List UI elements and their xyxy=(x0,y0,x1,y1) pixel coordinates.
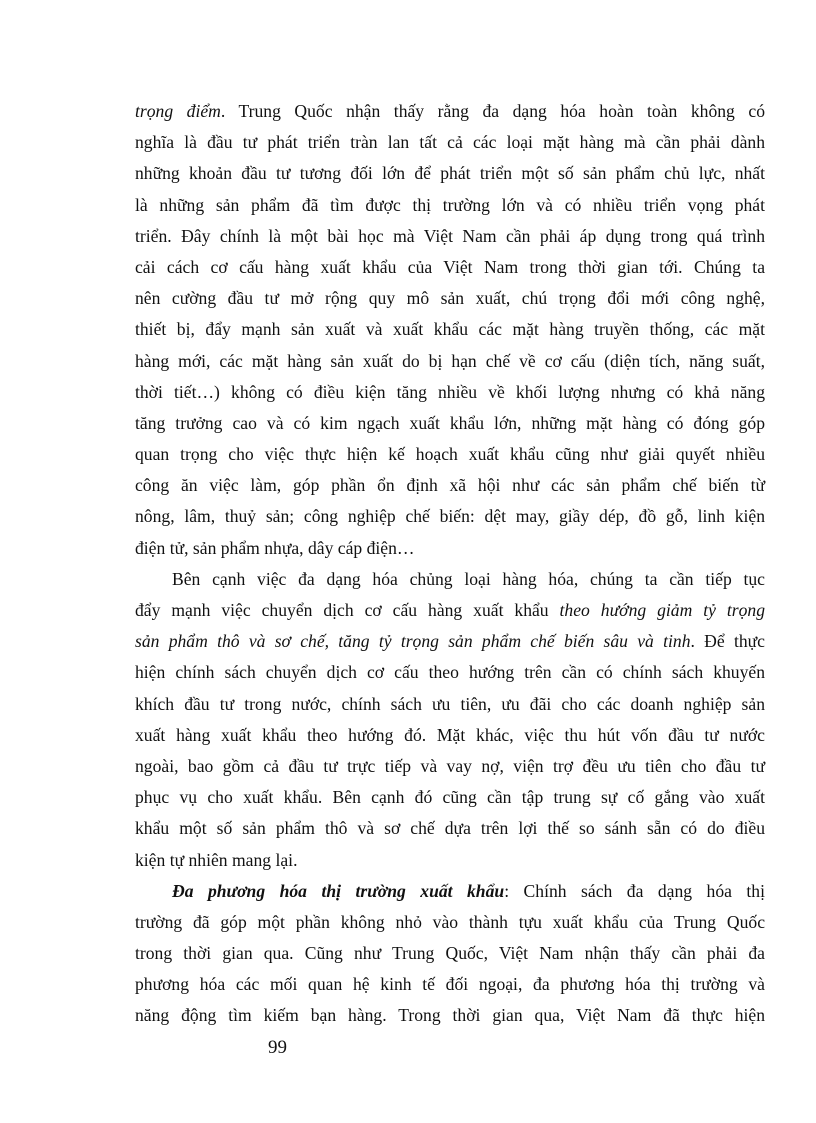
text-line xyxy=(135,501,765,532)
text-line xyxy=(135,190,765,221)
italic-text: trọng điểm xyxy=(135,101,221,121)
text-line xyxy=(135,969,765,1000)
text-run: nông, lâm, thuỷ sản; công nghiệp chế biến: dệt may, giầy dép, đồ gỗ, linh kiện xyxy=(135,506,765,527)
text-run: nên cường đầu tư mở rộng quy mô sản xuất, chú trọng đổi mới công nghệ, xyxy=(135,288,765,309)
text-run: khích đầu tư trong nước, chính sách ưu tiên, ưu đãi cho các doanh nghiệp sản xyxy=(135,693,765,714)
text-run: trường đã góp một phần không nhỏ vào thành tựu xuất khẩu của Trung Quốc xyxy=(135,911,765,932)
section-heading: Đa phương hóa thị trường xuất khẩu xyxy=(172,880,505,901)
text-run: đẩy mạnh việc chuyển dịch cơ cấu hàng xuất khẩu xyxy=(135,600,560,620)
text-line xyxy=(135,377,765,408)
text-run: . Trung Quốc nhận thấy rằng đa dạng hóa hoàn toàn không có xyxy=(220,101,765,121)
text-run: triển. Đây chính là một bài học mà Việt Nam cần phải áp dụng trong quá trình xyxy=(135,225,765,246)
text-run: thời tiết…) không có điều kiện tăng nhiều về khối lượng nhưng có khả năng xyxy=(135,381,765,402)
text-line xyxy=(135,470,765,501)
text-line xyxy=(135,907,765,938)
text-run: kiện tự nhiên mang lại. xyxy=(135,849,298,870)
text-run: xuất hàng xuất khẩu theo hướng đó. Mặt khác, việc thu hút vốn đầu tư nước xyxy=(135,724,765,745)
text-line xyxy=(135,158,765,189)
text-line xyxy=(135,221,765,252)
text-run: . Để thực xyxy=(690,631,765,652)
text-line xyxy=(135,626,765,657)
italic-text: theo hướng giảm tỷ trọng xyxy=(559,600,765,620)
text-line xyxy=(135,813,765,844)
text-line xyxy=(135,657,765,688)
text-line xyxy=(135,96,765,127)
text-run: là những sản phẩm đã tìm được thị trường lớn và có nhiều triển vọng phát xyxy=(135,194,765,215)
page-number: 99 xyxy=(268,1037,287,1058)
text-line xyxy=(135,595,765,626)
text-run: năng động tìm kiếm bạn hàng. Trong thời gian qua, Việt Nam đã thực hiện xyxy=(135,1005,765,1026)
text-line xyxy=(135,252,765,283)
text-run: những khoản đầu tư tương đối lớn để phát triển một số sản phẩm chủ lực, nhất xyxy=(135,163,765,184)
text-run: ngoài, bao gồm cả đầu tư trực tiếp và vay nợ, viện trợ đều ưu tiên cho đầu tư xyxy=(135,755,765,776)
text-run: phục vụ cho xuất khẩu. Bên cạnh đó cũng cần tập trung sự cố gắng vào xuất xyxy=(135,787,765,808)
text-line xyxy=(135,782,765,813)
text-line xyxy=(135,938,765,969)
text-run: thiết bị, đẩy mạnh sản xuất và xuất khẩu các mặt hàng truyền thống, các mặt xyxy=(135,319,765,340)
body-text xyxy=(135,96,765,1032)
text-line xyxy=(135,751,765,782)
text-line xyxy=(135,720,765,751)
text-line xyxy=(135,408,765,439)
text-run: trong thời gian qua. Cũng như Trung Quốc, Việt Nam nhận thấy cần phải đa xyxy=(135,943,765,964)
text-run: khẩu một số sản phẩm thô và sơ chế dựa trên lợi thế so sánh sẵn có do điều xyxy=(135,818,765,839)
text-line xyxy=(135,314,765,345)
text-run: nghĩa là đầu tư phát triển tràn lan tất cả các loại mặt hàng mà cần phải dành xyxy=(135,132,765,153)
text-line xyxy=(135,564,765,595)
italic-text: sản phẩm thô và sơ chế, tăng tỷ trọng sản phẩm chế biến sâu và tinh xyxy=(135,631,691,652)
text-run: phương hóa các mối quan hệ kinh tế đối ngoại, đa phương hóa thị trường và xyxy=(135,974,765,995)
text-line xyxy=(135,283,765,314)
text-line xyxy=(135,689,765,720)
text-run: hiện chính sách chuyển dịch cơ cấu theo hướng trên cần có chính sách khuyến xyxy=(135,662,765,683)
text-line xyxy=(135,845,765,876)
text-line xyxy=(135,1000,765,1031)
text-run: : Chính sách đa dạng hóa thị xyxy=(504,880,765,901)
text-line xyxy=(135,127,765,158)
text-line xyxy=(135,439,765,470)
text-line xyxy=(135,876,765,907)
text-run: điện tử, sản phẩm nhựa, dây cáp điện… xyxy=(135,537,415,558)
text-run: quan trọng cho việc thực hiện kế hoạch xuất khẩu cũng như giải quyết nhiều xyxy=(135,444,765,465)
text-run: cải cách cơ cấu hàng xuất khẩu của Việt Nam trong thời gian tới. Chúng ta xyxy=(135,256,765,277)
text-run: tăng trưởng cao và có kim ngạch xuất khẩu lớn, những mặt hàng có đóng góp xyxy=(135,412,765,433)
text-line xyxy=(135,533,765,564)
text-run: hàng mới, các mặt hàng sản xuất do bị hạn chế về cơ cấu (diện tích, năng suất, xyxy=(135,350,765,371)
text-run: Bên cạnh việc đa dạng hóa chủng loại hàng hóa, chúng ta cần tiếp tục xyxy=(172,568,765,589)
text-line xyxy=(135,346,765,377)
text-run: công ăn việc làm, góp phần ổn định xã hội như các sản phẩm chế biến từ xyxy=(135,475,765,496)
